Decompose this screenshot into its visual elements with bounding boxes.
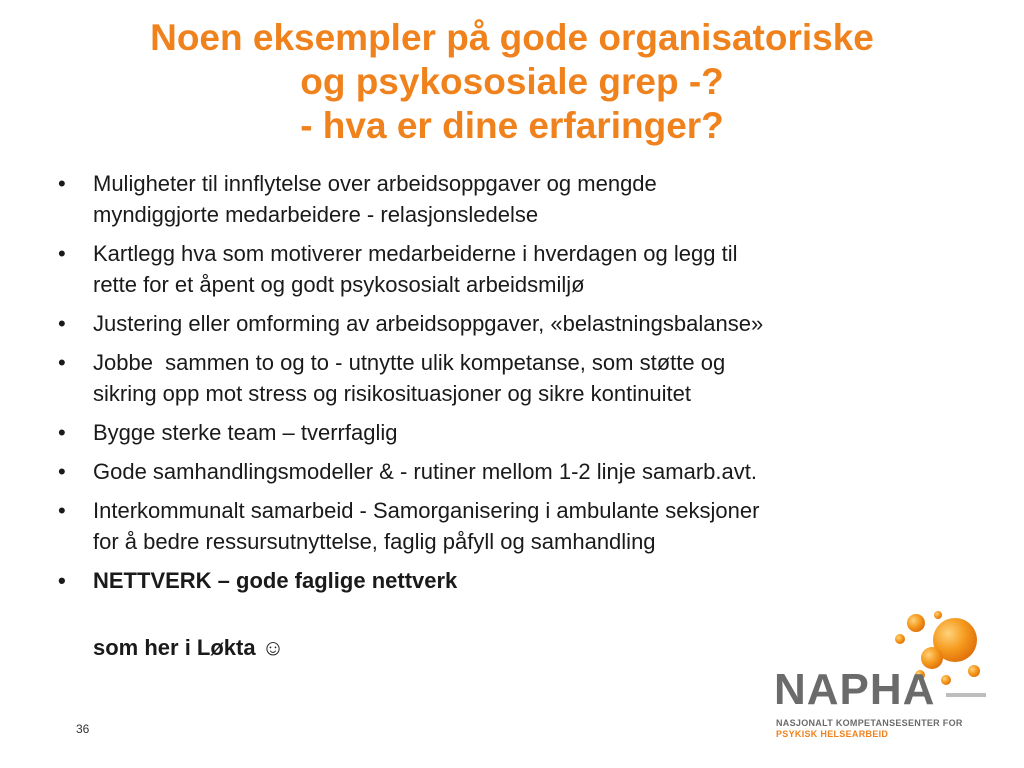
bullet-item bbox=[58, 565, 978, 596]
bullet-text-line: for å bedre ressursutnyttelse, faglig påfyll og samhandling bbox=[93, 529, 656, 554]
bullet-item bbox=[58, 495, 978, 557]
slide-title-line-2: og psykososiale grep -? bbox=[300, 61, 724, 102]
bullet-item bbox=[58, 238, 978, 300]
bullet-icon: • bbox=[58, 568, 66, 593]
bullet-continuation: som her i Løkta ☺ bbox=[93, 635, 285, 660]
bullet-icon: • bbox=[58, 241, 66, 266]
logo-subtitle: NASJONALT KOMPETANSESENTER FOR bbox=[776, 718, 963, 728]
bullet-text-line: Gode samhandlingsmodeller & - rutiner mellom 1-2 linje samarb.avt. bbox=[93, 459, 757, 484]
logo-wordmark: NAPHA bbox=[774, 665, 936, 714]
logo-subtitle-accent: PSYKISK HELSEARBEID bbox=[776, 729, 889, 739]
bullet-text-line: sikring opp mot stress og risikosituasjoner og sikre kontinuitet bbox=[93, 381, 691, 406]
bullet-text-line: NETTVERK – gode faglige nettverk bbox=[93, 568, 458, 593]
page-number: 36 bbox=[76, 722, 90, 736]
napha-logo bbox=[770, 605, 1010, 745]
bullet-text-line: Bygge sterke team – tverrfaglig bbox=[93, 420, 398, 445]
slide-title bbox=[40, 16, 984, 148]
bullet-item bbox=[58, 347, 978, 409]
bullet-list bbox=[58, 168, 978, 602]
slide-title-line-3: - hva er dine erfaringer? bbox=[300, 105, 724, 146]
bullet-text-line: rette for et åpent og godt psykososialt arbeidsmiljø bbox=[93, 272, 585, 297]
bullet-text-line: myndiggjorte medarbeidere - relasjonsledelse bbox=[93, 202, 539, 227]
bullet-icon: • bbox=[58, 311, 66, 336]
bullet-icon: • bbox=[58, 420, 66, 445]
bullet-icon: • bbox=[58, 498, 66, 523]
slide-title-line-1: Noen eksempler på gode organisatoriske bbox=[150, 17, 874, 58]
bullet-item bbox=[58, 168, 978, 230]
bullet-item bbox=[58, 308, 978, 339]
bullet-text-line: Justering eller omforming av arbeidsoppgaver, «belastningsbalanse» bbox=[93, 311, 764, 336]
bullet-icon: • bbox=[58, 350, 66, 375]
bullet-icon: • bbox=[58, 171, 66, 196]
logo-dash bbox=[946, 693, 986, 697]
bullet-text-line: Kartlegg hva som motiverer medarbeiderne i hverdagen og legg til bbox=[93, 241, 738, 266]
bullet-text-line: Muligheter til innflytelse over arbeidsoppgaver og mengde bbox=[93, 171, 657, 196]
bullet-item bbox=[58, 417, 978, 448]
bullet-item bbox=[58, 456, 978, 487]
bullet-icon: • bbox=[58, 459, 66, 484]
bullet-text-line: Jobbe sammen to og to - utnytte ulik kompetanse, som støtte og bbox=[93, 350, 726, 375]
bullet-text-line: Interkommunalt samarbeid - Samorganisering i ambulante seksjoner bbox=[93, 498, 760, 523]
